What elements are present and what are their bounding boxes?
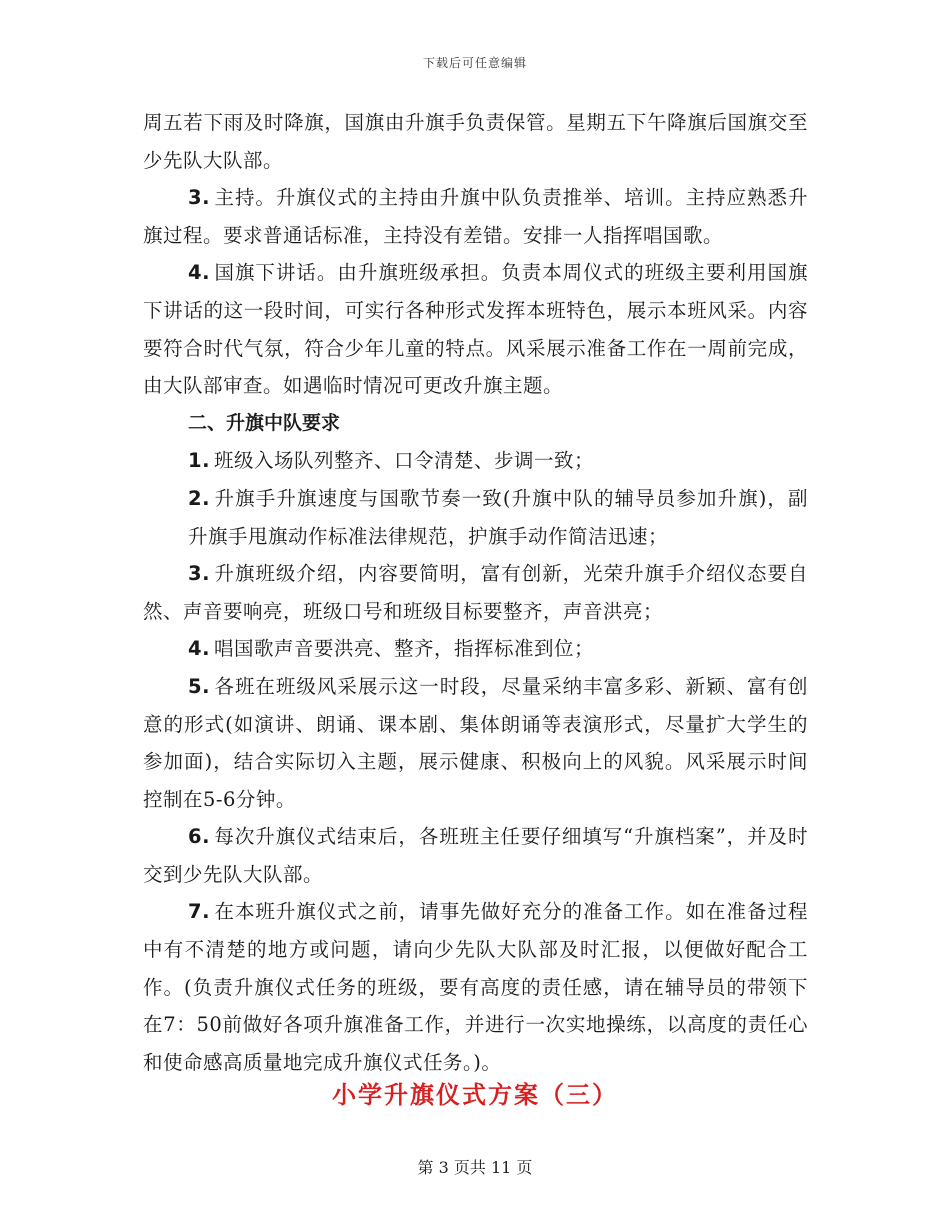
item-text: 在本班升旗仪式之前，请事先做好充分的准备工作。如在准备过程中有不清楚的地方或问题，请向少先队大队部及时汇报，以便做好配合工作。(负责升旗仪式任务的班级，要有高度的责任感，请在辅导员的带领下在7：50前做好各项升旗准备工作，并进行一次实地操练，以高度的责任心和使命感高质量地完成升旗仪式任务。)。	[143, 900, 808, 1074]
requirement-6	[143, 818, 808, 893]
requirement-2	[143, 480, 808, 555]
download-note: 下载后可任意编辑	[422, 56, 527, 70]
item-host	[143, 179, 808, 254]
item-number: 4.	[188, 637, 210, 661]
item-number: 6.	[188, 825, 210, 849]
section-heading: 二、升旗中队要求	[188, 411, 341, 434]
item-text: 唱国歌声音要洪亮、整齐，指挥标准到位；	[213, 637, 594, 661]
item-number: 2.	[188, 486, 210, 510]
item-text: 升旗手升旗速度与国歌节奏一致(升旗中队的辅导员参加升旗)，副升旗手甩旗动作标准法律规范，护旗手动作简洁迅速；	[188, 486, 808, 548]
item-text: 国旗下讲话。由升旗班级承担。负责本周仪式的班级主要利用国旗下讲话的这一段时间，可实行各种形式发挥本班特色，展示本班风采。内容要符合时代气氛，符合少年儿童的特点。风采展示准备工作在一周前完成，由大队部审查。如遇临时情况可更改升旗主题。	[143, 261, 808, 398]
requirement-7	[143, 893, 808, 1081]
item-number: 7.	[188, 900, 210, 924]
page-number: 第 3 页共 11 页	[417, 1158, 533, 1177]
paragraph-flag-lowering: 周五若下雨及时降旗，国旗由升旗手负责保管。星期五下午降旗后国旗交至少先队大队部。	[143, 111, 808, 172]
document-body	[143, 104, 808, 1081]
requirement-3	[143, 555, 808, 630]
item-flag-speech	[143, 254, 808, 404]
item-text: 升旗班级介绍，内容要简明，富有创新，光荣升旗手介绍仪态要自然、声音要响亮，班级口号和班级目标要整齐，声音洪亮；	[143, 562, 808, 623]
requirement-5	[143, 668, 808, 818]
item-number: 3.	[188, 562, 210, 586]
item-number: 5.	[188, 674, 210, 698]
item-text: 主持。升旗仪式的主持由升旗中队负责推举、培训。主持应熟悉升旗过程。要求普通话标准，主持没有差错。安排一人指挥唱国歌。	[143, 186, 808, 247]
requirement-4	[143, 630, 808, 668]
item-number: 1.	[188, 449, 210, 473]
item-text: 各班在班级风采展示这一时段，尽量采纳丰富多彩、新颖、富有创意的形式(如演讲、朗诵、课本剧、集体朗诵等表演形式，尽量扩大学生的参加面)，结合实际切入主题，展示健康、积极向上的风貌。风采展示时间控制在5-6分钟。	[143, 674, 808, 811]
requirement-1	[143, 442, 808, 480]
item-text: 每次升旗仪式结束后，各班班主任要仔细填写“升旗档案”，并及时交到少先队大队部。	[143, 825, 808, 886]
item-text: 班级入场队列整齐、口令清楚、步调一致；	[213, 449, 594, 473]
item-number: 3.	[188, 186, 210, 210]
section-title: 小学升旗仪式方案（三）	[332, 1081, 618, 1109]
item-number: 4.	[188, 261, 210, 285]
